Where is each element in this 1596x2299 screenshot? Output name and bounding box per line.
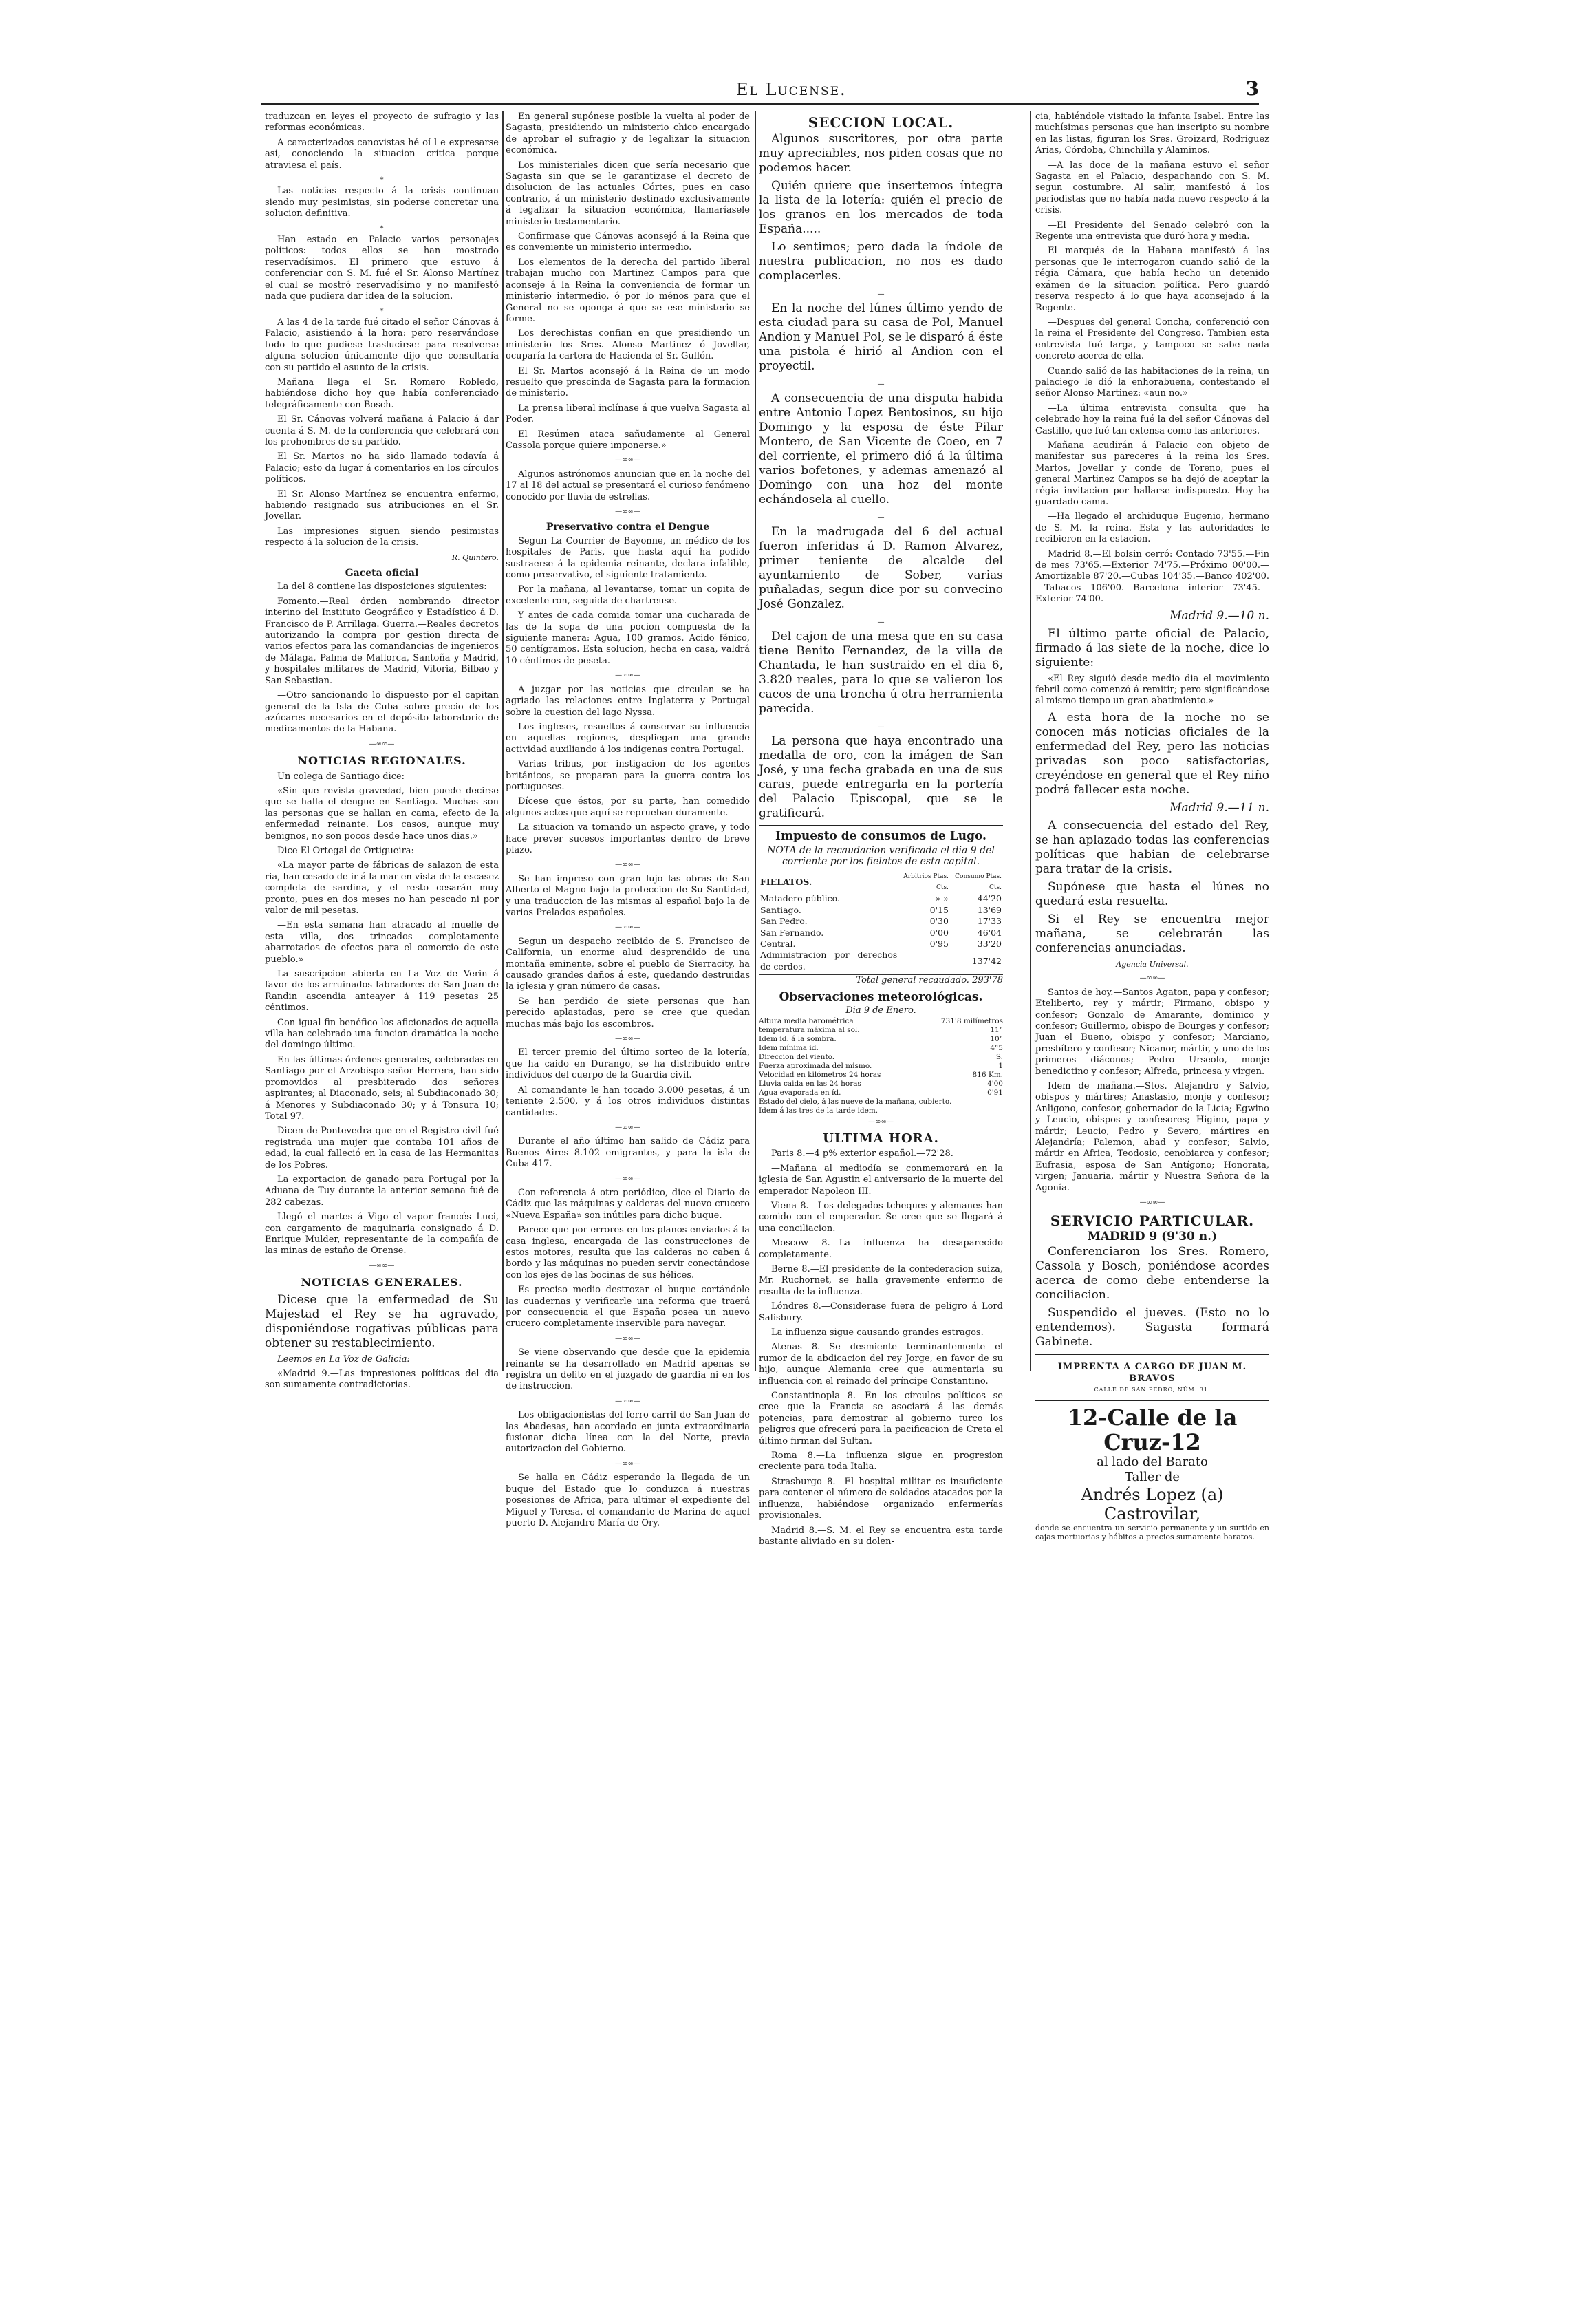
paragraph: Dice El Ortegal de Ortigueira:	[277, 845, 414, 856]
column-divider	[502, 111, 504, 1371]
table-cell: Central.	[760, 939, 796, 950]
met-cell: 731'8 milímetros	[940, 1016, 1003, 1025]
paragraph: La exportacion de ganado para Portugal por la Aduana de Tuy durante la anterior semana fué de 282 cabezas.	[265, 1174, 499, 1208]
met-cell: Agua evaporada en íd.	[759, 1088, 841, 1097]
ornament-separator: —∞∞—	[615, 1397, 640, 1405]
paragraph: «Madrid 9.—Las impresiones políticas del dia son sumamente contradictorias.	[265, 1369, 499, 1391]
column-4	[1035, 111, 1269, 1541]
ornament-separator: —∞∞—	[615, 1035, 640, 1043]
paragraph: Del cajon de una mesa que en su casa tiene Benito Fernandez, de la villa de Chantada, le han sustraido en el dia 6, 3.820 reales, para lo que se valieron los cacos de una troncha ú otra herramienta parecida.	[759, 630, 1003, 716]
paragraph: Leemos en La Voz de Galicia:	[277, 1354, 410, 1365]
met-cell: 4°5	[990, 1043, 1003, 1052]
section-title-regionales: NOTICIAS REGIONALES.	[297, 754, 466, 768]
paragraph: Segun La Courrier de Bayonne, un médico de los hospitales de Paris, que hasta aquí ha podido sustraerse á la epidemia reinante, declara infalible, como preservativo, el siguiente tratamiento.	[506, 535, 750, 581]
impuesto-note: NOTA de la recaudacion verificada el dia 9 del corriente por los fielatos de esta capital.	[767, 844, 995, 868]
paragraph: A juzgar por las noticias que circulan se ha agriado las relaciones entre Inglaterra y Portugal sobre la cuestion del lago Nyssa.	[506, 684, 750, 718]
separator-rule	[1035, 1400, 1269, 1401]
paragraph: Strasburgo 8.—El hospital militar es insuficiente para contener el número de soldados atacados por la influenza, habiéndose organizado enfermerías provisionales.	[759, 1476, 1003, 1521]
paragraph: Se halla en Cádiz esperando la llegada de un buque del Estado que lo conduzca á nuestras posesiones de Africa, para ultimar el expediente del Miguel y Teresa, el comandante de Marina de aquel puerto D. Alejandro María de Ory.	[506, 1473, 750, 1528]
paragraph: La persona que haya encontrado una medalla de oro, con la imágen de San José, y una fecha grabada en una de sus caras, puede entregarla en la portería del Palacio Episcopal, que se le gratificará.	[759, 734, 1003, 821]
paragraph: Fomento.—Real órden nombrando director interino del Instituto Geográfico y Estadístico á D. Francisco de P. Arrillaga. Guerra.—Reales decretos autorizando la compra por gestion directa de varios efectos para las comandancias de ingenieros de Málaga, Palma de Mallorca, Santoña y Madrid, y hospitales militares de Madrid, Vitoria, Bilbao y San Sebastian.	[265, 596, 499, 686]
paragraph: «El Rey siguió desde medio dia el movimiento febril como comenzó á remitir; pero significándose al mismo tiempo un gran abatimiento.»	[1035, 673, 1269, 707]
table-cell: 44'20	[977, 893, 1002, 904]
paragraph: A las 4 de la tarde fué citado el señor Cánovas á Palacio, asistiendo á la hora: pero reservándose todo lo que pudiese traslucirse: para resolverse alguna solucion únicamente dijo que consultaría con su partido el asunto de la crisis.	[265, 317, 499, 373]
ornament-separator: —∞∞—	[615, 1123, 640, 1131]
dash-separator: —	[877, 290, 885, 299]
met-cell: 816 Km.	[972, 1070, 1003, 1079]
dash-separator: —	[877, 619, 885, 627]
paragraph: Los obligacionistas del ferro-carril de San Juan de las Abadesas, han acordado en junta extraordinaria fusionar dicha línea con la del Norte, previa autorizacion del Gobierno.	[506, 1410, 750, 1455]
ornament-separator: —∞∞—	[868, 1118, 894, 1126]
section-title-local: SECCION LOCAL.	[808, 114, 954, 131]
paragraph: Los ministeriales dicen que sería necesario que Sagasta sin que se le garantizase el decreto de disolucion de las actuales Córtes, pues en caso contrario, á un ministerio destinado exclusivamente á legalizar la situacion económica, llamaríasele ministerio testamentario.	[506, 160, 750, 227]
paragraph: En general supónese posible la vuelta al poder de Sagasta, presidiendo un ministerio chico encargado de aprobar el sufragio y de legalizar la situacion económica.	[506, 111, 750, 156]
table-cell: 46'04	[977, 927, 1002, 938]
ornament-separator: —∞∞—	[1139, 1199, 1165, 1206]
paragraph: Los ingleses, resueltos á conservar su influencia en aquellas regiones, despliegan una grande actividad auxiliando á los indígenas contra Portugal.	[506, 721, 750, 755]
ornament-separator: —∞∞—	[615, 1175, 640, 1183]
paragraph: —Otro sancionando lo dispuesto por el capitan general de la Isla de Cuba sobre precio de los azúcares necesarios en el depósito laboratorio de medicamentos de la Habana.	[265, 690, 499, 735]
paragraph: El Sr. Cánovas volverá mañana á Palacio á dar cuenta á S. M. de la conferencia que celebrará con los prohombres de su partido.	[265, 414, 499, 447]
paragraph: —El Presidente del Senado celebró con la Regente una entrevista que duró hora y media.	[1035, 220, 1269, 242]
table-cell: San Pedro.	[760, 916, 808, 927]
paragraph: Conferenciaron los Sres. Romero, Cassola y Bosch, poniéndose acordes acerca de como debe entenderse la conciliacion.	[1035, 1245, 1269, 1303]
ornament-separator: —∞∞—	[615, 1459, 640, 1468]
paragraph: Berne 8.—El presidente de la confederacion suiza, Mr. Ruchornet, se halla gravemente enfermo de resulta de la influenza.	[759, 1263, 1003, 1297]
ornament-separator: —∞∞—	[615, 923, 640, 932]
paragraph: «La mayor parte de fábricas de salazon de esta ria, han cesado de ir á la mar en vista de la escasez completa de sardina, y el resto cesarán muy pronto, pues en dos meses no han pescado ni por valor de mil pesetas.	[265, 860, 499, 916]
column-divider	[1030, 111, 1031, 1371]
met-day: Dia 9 de Enero.	[845, 1005, 916, 1016]
table-header-row	[759, 871, 1003, 894]
imprenta-address: CALLE DE SAN PEDRO, NÚM. 31.	[1094, 1387, 1211, 1393]
paragraph: cia, habiéndole visitado la infanta Isabel. Entre las muchísimas personas que han inscripto su nombre en las listas, figuran los Sres. Groizard, Rodriguez Arias, Córdoba, Chinchilla y Alaminos.	[1035, 111, 1269, 156]
paragraph: Confirmase que Cánovas aconsejó á la Reina que es conveniente un ministerio intermedio.	[506, 231, 750, 253]
paragraph: Lóndres 8.—Considerase fuera de peligro á Lord Salisbury.	[759, 1301, 1003, 1323]
paragraph: Llegó el martes á Vigo el vapor francés Luci, con cargamento de maquinaria consignado á D. Enrique Mulder, representante de la compañía de las minas de estaño de Orense.	[265, 1212, 499, 1257]
met-cell: Direccion del viento.	[759, 1052, 835, 1061]
met-row	[759, 1017, 1003, 1026]
paragraph: Varias tribus, por instigacion de los agentes británicos, se preparan para la guerra contra los portugueses.	[506, 759, 750, 792]
header-rule	[261, 103, 1259, 105]
paragraph: Por la mañana, al levantarse, tomar un copita de excelente ron, seguida de chartreuse.	[506, 584, 750, 606]
met-cell: 4'00	[987, 1079, 1003, 1088]
paragraph: Las noticias respecto á la crisis continuan siendo muy pesimistas, sin poderse concretar una solucion definitiva.	[265, 186, 499, 220]
paragraph: A esta hora de la noche no se conocen más noticias oficiales de la enfermedad del Rey, pero las noticias privadas son poco satisfactorias, creyéndose en general que el Rey niño podrá fallecer esta noche.	[1035, 710, 1269, 797]
column-header: FIELATOS.	[760, 876, 812, 887]
paragraph: —Ha llegado el archiduque Eugenio, hermano de S. M. la reina. Esta y las autoridades le recibieron en la estacion.	[1035, 511, 1269, 545]
column-header: Consumo Ptas. Cts.	[955, 873, 1002, 892]
ad-title: 12-Calle de la Cruz-12	[1067, 1404, 1238, 1456]
table-cell: 17'33	[977, 916, 1002, 927]
met-row	[759, 1044, 1003, 1053]
imprenta-line: IMPRENTA A CARGO DE JUAN M. BRAVOS	[1057, 1362, 1247, 1384]
met-row	[759, 1062, 1003, 1071]
separator-rule	[759, 825, 1003, 826]
paragraph: Mañana acudirán á Palacio con objeto de manifestar sus pareceres á la reina los Sres. Martos, Jovellar y conde de Toreno, pues el general Martinez Campos se ha dejó de aceptar la régia invitacion por hallarse indispuesto. Hoy ha guardado cama.	[1035, 440, 1269, 507]
paragraph: El tercer premio del último sorteo de la lotería, que ha caido en Durango, se ha distribuido entre individuos del cuerpo de la Guardia civil.	[506, 1047, 750, 1081]
table-row	[759, 939, 1003, 950]
met-cell: 0'91	[987, 1088, 1003, 1097]
paragraph: Madrid 8.—El bolsin cerró: Contado 73'55.—Fin de mes 73'65.—Exterior 74'75.—Próximo 00'00.—Amortizable 87'20.—Cubas 104'35.—Banco 402'00.—Tabacos 106'00.—Barcelona interior 73'45.—Exterior 74'00.	[1035, 548, 1269, 605]
met-row	[759, 1053, 1003, 1062]
paragraph: Con referencia á otro periódico, dice el Diario de Cádiz que las máquinas y calderas del nuevo crucero «Nueva España» son inútiles para dicho buque.	[506, 1187, 750, 1221]
table-cell: 13'69	[977, 904, 1002, 915]
column-1	[265, 111, 499, 1395]
paragraph: Dicese que la enfermedad de Su Majestad el Rey se ha agravado, disponiéndose rogativas públicas para obtener su restablecimiento.	[265, 1292, 499, 1350]
met-cell: Idem mínima id.	[759, 1043, 819, 1052]
dateline: Madrid 9.—11 n.	[1169, 800, 1269, 815]
table-row	[759, 950, 1003, 972]
met-table	[759, 1017, 1003, 1115]
paragraph: El Sr. Martos aconsejó á la Reina de un modo resuelto que prescinda de Sagasta para la formacion de ministerio.	[506, 365, 750, 399]
dateline: Madrid 9.—10 n.	[1169, 608, 1269, 623]
met-row	[759, 1106, 1003, 1115]
table-cell: Santiago.	[760, 904, 801, 915]
page-header	[261, 74, 1259, 102]
met-cell: S.	[995, 1052, 1003, 1061]
paragraph: Quién quiere que insertemos íntegra la lista de la lotería: quién el precio de los granos en los mercados de toda España.....	[759, 179, 1003, 237]
table-cell: 137'42	[971, 955, 1002, 966]
met-cell: 1	[998, 1061, 1003, 1070]
ornament-separator: —∞∞—	[369, 1261, 395, 1270]
table-cell: 0'15	[929, 904, 949, 915]
paragraph: La del 8 contiene las disposiciones siguientes:	[277, 581, 487, 592]
paragraph: Al comandante le han tocado 3.000 pesetas, á un teniente 2.500, y á los otros individuos distintas cantidades.	[506, 1084, 750, 1118]
paragraph: Supónese que hasta el lúnes no quedará esta resuelta.	[1035, 879, 1269, 908]
paragraph: Paris 8.—4 p% exterior español.—72'28.	[771, 1148, 953, 1159]
paragraph: En las últimas órdenes generales, celebradas en Santiago por el Arzobispo señor Herrera, han sido promovidos al presbiterado dos señores aspirantes; al Diaconado, seis; al Subdiaconado 30; á Menores y Subdiaconado 30; y á Tonsura 10; Total 97.	[265, 1054, 499, 1122]
table-cell: San Fernando.	[760, 927, 824, 938]
paragraph: Durante el año último han salido de Cádiz para Buenos Aires 8.102 emigrantes, y para la isla de Cuba 417.	[506, 1136, 750, 1170]
paragraph: El Resúmen ataca sañudamente al General Cassola porque quiere imponerse.»	[506, 429, 750, 451]
total-recaudado: Total general recaudado. 293'78	[759, 974, 1003, 987]
section-title-gaceta: Gaceta oficial	[345, 568, 419, 579]
paragraph: Un colega de Santiago dice:	[277, 771, 405, 782]
paragraph: Atenas 8.—Se desmiente terminantemente el rumor de la abdicacion del rey Jorge, en favor de su hijo, aunque Alemania cree que aumentaria su influencia con el reinado del príncipe Constantino.	[759, 1342, 1003, 1387]
met-row	[759, 1098, 1003, 1106]
met-row	[759, 1080, 1003, 1089]
dash-separator: —	[877, 723, 885, 731]
paragraph: Se viene observando que desde que la epidemia reinante se ha desarrollado en Madrid apenas se registra un delito en el juzgado de guardia ni en los de instruccion.	[506, 1347, 750, 1392]
paragraph: Los derechistas confian en que presidiendo un ministerio los Sres. Alonso Martinez ó Jovellar, ocuparía la cartera de Hacienda el Sr. Gullón.	[506, 328, 750, 362]
paragraph: Viena 8.—Los delegados tcheques y alemanes han comido con el emperador. Se cree que se llegará á una conciliacion.	[759, 1200, 1003, 1234]
met-cell: 11°	[990, 1025, 1003, 1034]
separator-rule	[1035, 1354, 1269, 1355]
paragraph: Cuando salió de las habitaciones de la reina, un palaciego le dió la enhorabuena, contestando el señor Alonso Martinez: «aun no.»	[1035, 365, 1269, 399]
ornament-separator: —∞∞—	[615, 1334, 640, 1343]
paragraph: Se han perdido de siete personas que han perecido aplastadas, pero se cree que quedan muchas más bajo los escombros.	[506, 996, 750, 1029]
paragraph: Dicen de Pontevedra que en el Registro civil fué registrada una mujer que contaba 101 años de edad, la cual falleció en la casa de las Hermanitas de los Pobres.	[265, 1126, 499, 1170]
column-header: Arbitrios Ptas. Cts.	[903, 873, 949, 892]
signature: R. Quintero.	[451, 553, 499, 562]
table-cell: 0'95	[929, 939, 949, 950]
paragraph: Algunos suscritores, por otra parte muy apreciables, nos piden cosas que no podemos hacer.	[759, 132, 1003, 175]
paragraph: La prensa liberal inclínase á que vuelva Sagasta al Poder.	[506, 403, 750, 425]
met-cell: Velocidad en kilómetros 24 horas	[759, 1070, 881, 1079]
ornament-separator: —∞∞—	[615, 508, 640, 515]
column-2	[506, 111, 750, 1532]
paragraph: Lo sentimos; pero dada la índole de nuestra publicacion, no nos es dado complacerles.	[759, 240, 1003, 284]
met-row	[759, 1035, 1003, 1044]
paragraph: Parece que por errores en los planos enviados á la casa inglesa, encargada de las construcciones de estos motores, resulta que las calderas no caben á bordo y las máquinas no pueden servir conectándose con los ejes de las bocinas de sus hélices.	[506, 1225, 750, 1281]
met-cell: Idem id. á la sombra.	[759, 1034, 837, 1043]
table-cell: 33'20	[977, 939, 1002, 950]
paragraph: Si el Rey se encuentra mejor mañana, se celebrarán las conferencias anunciadas.	[1035, 912, 1269, 955]
section-title-ultima: ULTIMA HORA.	[823, 1131, 939, 1146]
star-separator: *	[380, 307, 384, 315]
met-cell: Altura media barométrica	[759, 1016, 854, 1025]
paragraph: Los elementos de la derecha del partido liberal trabajan mucho con Martinez Campos para que aconseje á la Reina la conveniencia de formar un ministerio intermedio, ó por lo ménos para que el General no se oponga á que se ese ministerio se forme.	[506, 257, 750, 324]
ad-line: Taller de	[1124, 1470, 1180, 1485]
paragraph: Roma 8.—La influenza sigue en progresion creciente para toda Italia.	[759, 1451, 1003, 1473]
paragraph: A consecuencia de una disputa habida entre Antonio Lopez Bentosinos, su hijo Domingo y la esposa de éste Pilar Montero, de San Vicente de Coeo, en 7 del corriente, el primero dió á la última varios bofetones, y ademas amenazó al Domingo con una hoz del monte echándosela al cuello.	[759, 392, 1003, 507]
paragraph: Moscow 8.—La influenza ha desaparecido completamente.	[759, 1238, 1003, 1260]
met-row	[759, 1026, 1003, 1035]
table-cell: 0'00	[929, 927, 949, 938]
paragraph: Algunos astrónomos anuncian que en la noche del 17 al 18 del actual se presentará el curioso fenómeno conocido por lluvia de estrellas.	[506, 469, 750, 502]
paragraph: La influenza sigue causando grandes estragos.	[771, 1327, 984, 1338]
paragraph: Con igual fin benéfico los aficionados de aquella villa han celebrado una funcion dramática la noche del domingo último.	[265, 1017, 499, 1051]
column-divider	[755, 111, 756, 1371]
paragraph: Constantinopla 8.—En los círculos políticos se cree que la Francia se asociará á las demás potencias, para demostrar al gobierno turco los peligros que ofrecerá para la pacificacion de Creta el último firman del Sultan.	[759, 1391, 1003, 1446]
met-cell: temperatura máxima al sol.	[759, 1025, 860, 1034]
dash-separator: —	[877, 514, 885, 522]
table-row	[759, 928, 1003, 939]
paragraph: En la madrugada del 6 del actual fueron inferidas á D. Ramon Alvarez, primer teniente de alcalde del ayuntamiento de Sober, varias puñaladas, segun dice por su convecino José Gonzalez.	[759, 525, 1003, 612]
newspaper-title: El Lucense.	[736, 80, 847, 99]
table-cell: Matadero público.	[760, 893, 840, 904]
section-title-servicio: SERVICIO PARTICULAR.	[1050, 1212, 1255, 1230]
paragraph: Se han impreso con gran lujo las obras de San Alberto el Magno bajo la proteccion de Su Santidad, y una traduccion de las mismas al español bajo la de varios Prelados españoles.	[506, 873, 750, 918]
section-title-impuesto: Impuesto de consumos de Lugo.	[775, 829, 986, 844]
section-title-meteorologicas: Observaciones meteorológicas.	[779, 990, 983, 1004]
ornament-separator: —∞∞—	[1139, 974, 1165, 983]
table-row	[759, 893, 1003, 904]
paragraph: El Sr. Alonso Martínez se encuentra enfermo, habiendo resignado sus atribuciones en el Sr. Jovellar.	[265, 489, 499, 522]
table-row	[759, 905, 1003, 916]
paragraph: Dícese que éstos, por su parte, han comedido algunos actos que aquí se reprueban duramente.	[506, 796, 750, 818]
ornament-separator: —∞∞—	[615, 456, 640, 464]
paragraph: Santos de hoy.—Santos Agaton, papa y confesor; Eteliberto, rey y mártir; Firmano, obispo y confesor; Gonzalo de Amarante, dominico y confesor; Guillermo, obispo de Bourges y confesor; Juan el Bueno, obispo y confesor; Marciano, presbítero y confesor; Nicanor, mártir, y uno de los primeros diáconos; Pedro Urseolo, monje benedictino y confesor; Alfreda, princesa y virgen.	[1035, 987, 1269, 1077]
paragraph: Las impresiones siguen siendo pesimistas respecto á la solucion de la crisis.	[265, 526, 499, 548]
column-3	[759, 111, 1003, 1551]
paragraph: traduzcan en leyes el proyecto de sufragio y las reformas económicas.	[265, 111, 499, 133]
paragraph: El Sr. Martos no ha sido llamado todavía á Palacio; esto da lugar á comentarios en los círculos políticos.	[265, 451, 499, 485]
ad-line: Andrés Lopez (a) Castrovilar,	[1081, 1485, 1224, 1524]
paragraph: Es preciso medio destrozar el buque cortándole las cuadernas y verificarle una reforma que traerá por consecuencia el que España posea un nuevo crucero completamente inservible para navegar.	[506, 1285, 750, 1329]
dateline: MADRID 9 (9'30 n.)	[1087, 1229, 1218, 1243]
signature: Agencia Universal.	[1116, 959, 1189, 969]
paragraph: El marqués de la Habana manifestó á las personas que le interrogaron cuando salió de la régia Cámara, que había hecho un detenido exámen de la situacion política. Pero guardó reserva respecto á lo que haya aconsejado á la Regente.	[1035, 246, 1269, 313]
consumos-table	[759, 871, 1003, 973]
met-cell: Fuerza aproximada del mismo.	[759, 1061, 872, 1070]
paragraph: Mañana llega el Sr. Romero Robledo, habiéndose dicho hoy que había conferenciado telegráficamente con Bosch.	[265, 376, 499, 410]
ornament-separator: —∞∞—	[615, 861, 640, 869]
ad-line: al lado del Barato	[1097, 1455, 1208, 1470]
paragraph: La situacion va tomando un aspecto grave, y todo hace prever sucesos importantes dentro de breve plazo.	[506, 822, 750, 855]
table-cell: 0'30	[929, 916, 949, 927]
met-cell: Estado del cielo, á las nueve de la mañana, cubierto.	[759, 1097, 952, 1106]
paragraph: —A las doce de la mañana estuvo el señor Sagasta en el Palacio, despachando con S. M. segun costumbre. Al salir, manifestó á los periodistas que no había nada nuevo respecto á la crisis.	[1035, 160, 1269, 216]
met-cell: Idem á las tres de la tarde idem.	[759, 1106, 878, 1115]
dash-separator: —	[877, 381, 885, 389]
ornament-separator: —∞∞—	[615, 672, 640, 680]
section-title-generales: NOTICIAS GENERALES.	[301, 1276, 463, 1290]
paragraph: «Sin que revista gravedad, bien puede decirse que se halla el dengue en Santiago. Muchas son las personas que se hallan en cama, efecto de la enfermedad reinante. Los casos, aunque muy benignos, no son pocos desde hace unos dias.»	[265, 785, 499, 842]
met-row	[759, 1089, 1003, 1098]
paragraph: A caracterizados canovistas hé oí l e expresarse así, conociendo la situacion crítica porque atraviesa el país.	[265, 137, 499, 171]
table-row	[759, 916, 1003, 927]
table-cell	[898, 950, 950, 972]
paragraph: Idem de mañana.—Stos. Alejandro y Salvio, obispos y mártires; Anastasio, monje y confesor; Anligono, confesor, gobernador de la Licia; Egwino y Leucio, obispos y confesores; Higino, papa y mártir; Leucio, Pedro y Severo, mártires en Alejandría; Palemon, abad y confesor; Salvio, mártir en Africa, Teodosio, cenobiarca y confesor; Eufrasia, esposa de San Antígono; Honorata, virgen; Januaria, mártir y Nuestra Señora de la Agonía.	[1035, 1080, 1269, 1193]
star-separator: *	[380, 224, 384, 233]
paragraph: El último parte oficial de Palacio, firmado á las siete de la noche, dice lo siguiente:	[1035, 626, 1269, 670]
table-cell: Administracion por derechos de cerdos.	[760, 950, 898, 972]
paragraph: Han estado en Palacio varios personajes políticos: todos ellos se han mostrado reservadísimos. El primero que estuvo á conferenciar con S. M. fué el Sr. Alonso Martínez el cual se mostró reservadísimo y no manifestó nada que pudiera dar idea de la solucion.	[265, 235, 499, 302]
ad-text: donde se encuentra un servicio permanente y un surtido en cajas mortuorias y hábitos a precios sumamente baratos.	[1035, 1523, 1269, 1542]
met-cell: 10°	[990, 1034, 1003, 1043]
paragraph: —En esta semana han atracado al muelle de esta villa, dos trincados completamente abarrotados de efectos para el comercio de este pueblo.»	[265, 920, 499, 965]
met-row	[759, 1071, 1003, 1080]
paragraph: —Mañana al mediodía se conmemorará en la iglesia de San Agustin el aniversario de la muerte del emperador Napoleon III.	[759, 1163, 1003, 1197]
table-cell: » »	[935, 893, 949, 904]
paragraph: —Despues del general Concha, conferenció con la reina el Presidente del Congreso. Tambien esta entrevista fué larga, y tampoco se sabe nada concreto acerca de ella.	[1035, 317, 1269, 362]
paragraph: En la noche del lúnes último yendo de esta ciudad para su casa de Pol, Manuel Andion y Manuel Pol, se le disparó á éste una pistola é hirió al Andion con el proyectil.	[759, 301, 1003, 374]
star-separator: *	[380, 176, 384, 184]
paragraph: Segun un despacho recibido de S. Francisco de California, un enorme alud desprendido de una montaña eminente, sobre el pueblo de Sierracity, ha causado grandes daños á este, quedando destruidas la iglesia y gran número de casas.	[506, 936, 750, 992]
met-cell: Lluvia caida en las 24 horas	[759, 1079, 861, 1088]
page-number: 3	[1245, 77, 1259, 100]
paragraph: Madrid 8.—S. M. el Rey se encuentra esta tarde bastante aliviado en su dolen-	[759, 1525, 1003, 1547]
paragraph: La suscripcion abierta en La Voz de Verin á favor de los arruinados labradores de San Juan de Randin ascendia anteayer á 119 pesetas 25 céntimos.	[265, 969, 499, 1014]
section-title-dengue: Preservativo contra el Dengue	[546, 522, 710, 533]
paragraph: —La última entrevista consulta que ha celebrado hoy la reina fué la del señor Cánovas del Castillo, que fué tan extensa como las anteriores.	[1035, 403, 1269, 436]
paragraph: A consecuencia del estado del Rey, se han aplazado todas las conferencias políticas que habian de celebrarse para tratar de la crisis.	[1035, 818, 1269, 876]
paragraph: Suspendido el jueves. (Esto no lo entendemos). Sagasta formará Gabinete.	[1035, 1306, 1269, 1349]
ornament-separator: —∞∞—	[369, 740, 395, 748]
paragraph: Y antes de cada comida tomar una cucharada de las de la sopa de una pocion compuesta de la siguiente manera: Agua, 100 gramos. Acido fénico, 50 centígramos. Esta solucion, hecha en casa, valdrá 10 céntimos de peseta.	[506, 610, 750, 666]
